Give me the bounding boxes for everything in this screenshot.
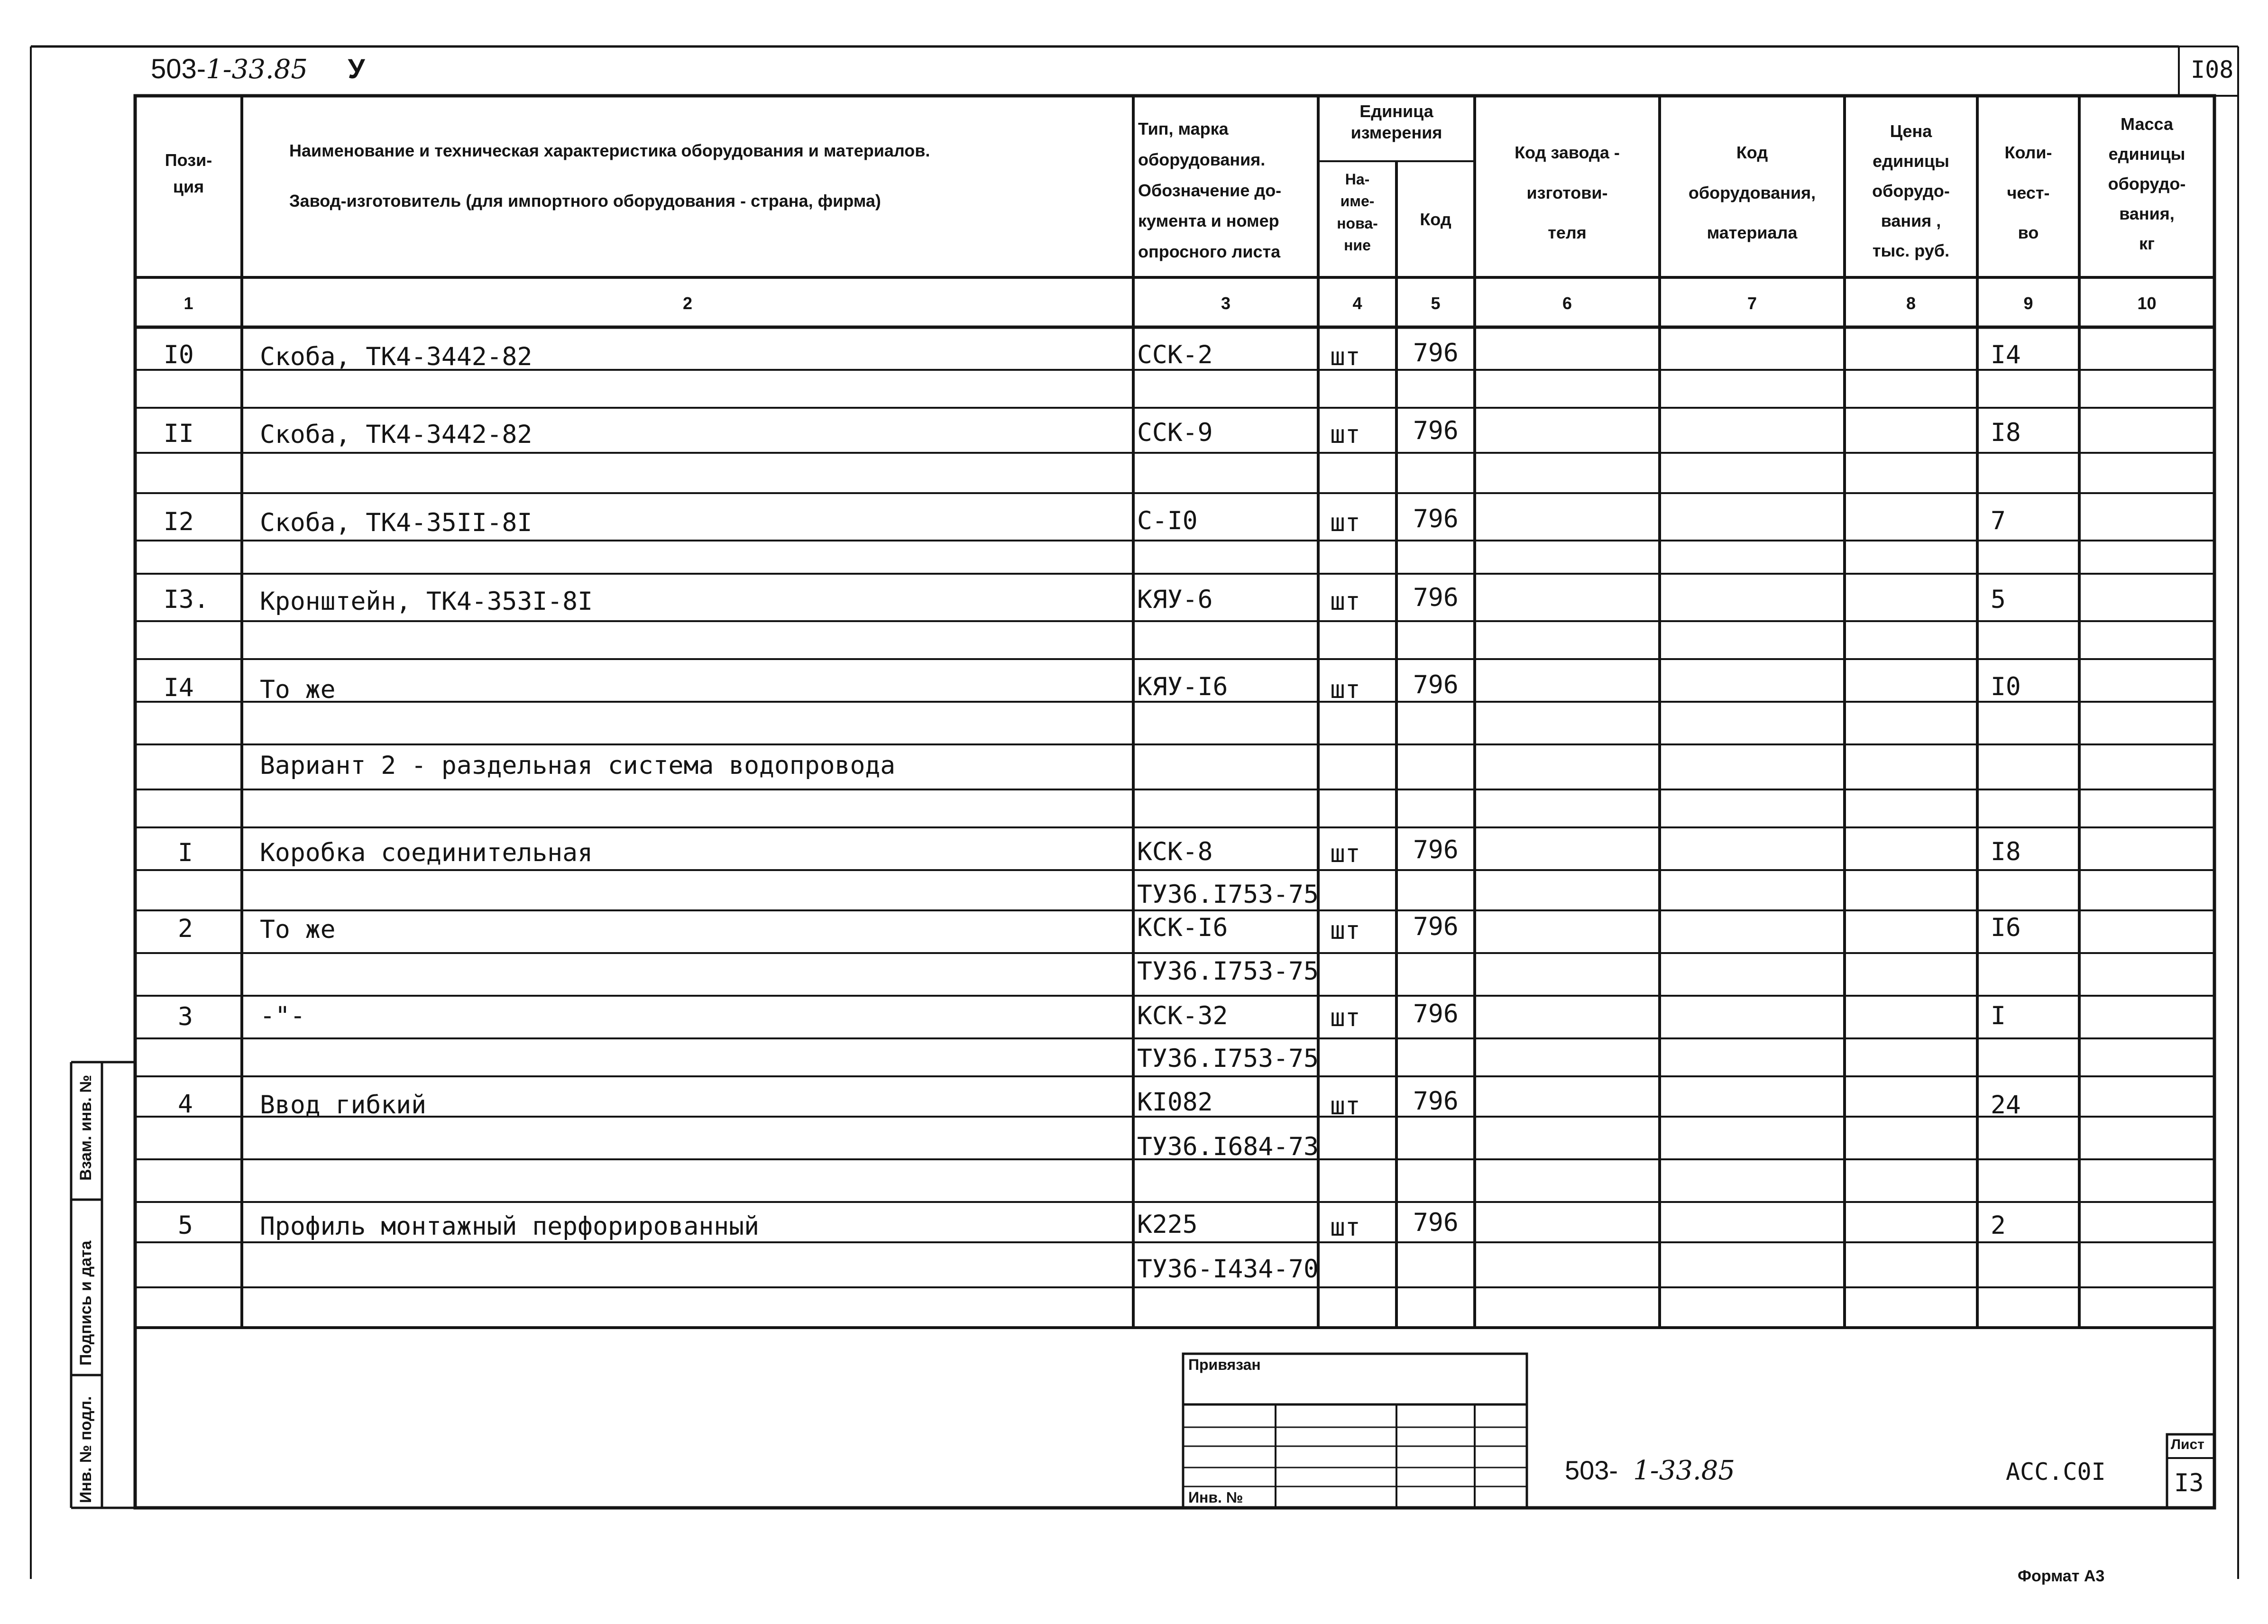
header-quantity: Коли- чест- во <box>2004 143 2052 243</box>
row-quantity: I8 <box>1991 418 2021 447</box>
side-label-podpis: Подпись и дата <box>77 1240 95 1366</box>
header-equipment-code: Код оборудования, материала <box>1688 143 1816 243</box>
row-name: Ввод гибкий <box>260 1091 426 1119</box>
row-code: 796 <box>1413 670 1459 699</box>
section-heading: Вариант 2 - раздельная система водопровода <box>260 751 896 780</box>
row-unit: шт <box>1330 1003 1360 1032</box>
row-quantity: 5 <box>1991 585 2006 614</box>
column-number-6: 6 <box>1562 294 1572 313</box>
row-code: 796 <box>1413 1208 1459 1237</box>
header-unit-price: Цена единицы оборудо- вания , тыс. руб. <box>1872 121 1950 260</box>
row-code: 796 <box>1413 1000 1459 1028</box>
column-number-8: 8 <box>1906 294 1916 313</box>
row-code: 796 <box>1413 339 1459 367</box>
side-label-inv-podl: Инв. № подл. <box>77 1396 95 1503</box>
row-position: 4 <box>178 1090 193 1119</box>
header-unit: Единица измерения <box>1350 101 1442 142</box>
row-code: 796 <box>1413 835 1459 864</box>
row-code: 796 <box>1413 912 1459 941</box>
row-position: 2 <box>178 914 193 943</box>
stamp-sheet-number: I3 <box>2174 1469 2204 1497</box>
header-name-line2: Завод-изготовитель (для импортного оборудования - страна, фирма) <box>289 191 881 211</box>
header-factory-code: Код завода - изготови- теля <box>1515 143 1620 243</box>
stamp-inv-label: Инв. № <box>1188 1489 1243 1506</box>
row-quantity: I6 <box>1991 913 2021 942</box>
row-quantity: 24 <box>1991 1091 2021 1119</box>
stamp-sheet-label: Лист <box>2171 1437 2204 1452</box>
row-name: Кронштейн, ТК4-353I-8I <box>260 587 593 616</box>
row-name: То же <box>260 915 336 944</box>
row-quantity: I4 <box>1991 340 2021 369</box>
header-name <box>247 138 1129 214</box>
corner-page-number: I08 <box>2191 56 2234 83</box>
row-unit: шт <box>1330 420 1360 449</box>
row-code: 796 <box>1413 505 1459 533</box>
row-type: КЯУ-I6 <box>1137 672 1228 701</box>
header-unit-code: Код <box>1420 210 1451 229</box>
column-number-4: 4 <box>1352 294 1362 313</box>
row-name: Профиль монтажный перфорированный <box>260 1212 759 1241</box>
doc-code-prefix: 503- <box>151 54 206 84</box>
header-position: Пози- ция <box>165 150 212 196</box>
header-type: Тип, марка оборудования. Обозначение до- кумента и номер опросного листа <box>1138 119 1282 262</box>
row-type: КI082 <box>1137 1088 1213 1117</box>
stamp-doc-code <box>1565 1455 1735 1486</box>
column-number-10: 10 <box>2137 294 2157 313</box>
row-name: То же <box>260 675 336 704</box>
row-position: I3. <box>164 585 209 614</box>
row-type-spec: ТУ36.I684-73 <box>1137 1132 1319 1161</box>
doc-code-handwritten: 1-33.85 <box>206 54 308 85</box>
row-unit: шт <box>1330 508 1360 537</box>
row-unit: шт <box>1330 916 1360 945</box>
row-name: Коробка соединительная <box>260 838 593 867</box>
row-position: I4 <box>164 673 194 702</box>
column-number-7: 7 <box>1747 294 1757 313</box>
row-unit: шт <box>1330 1213 1360 1242</box>
row-code: 796 <box>1413 583 1459 612</box>
row-unit: шт <box>1330 675 1360 704</box>
stamp-series: АСС.С0I <box>2006 1458 2106 1486</box>
column-number-1: 1 <box>184 294 193 313</box>
row-type: КСК-8 <box>1137 837 1213 866</box>
row-quantity: I8 <box>1991 837 2021 866</box>
column-number-3: 3 <box>1221 294 1231 313</box>
row-position: I2 <box>164 507 194 536</box>
header-unit-name: На- име- нова- ние <box>1337 171 1378 254</box>
row-type-spec: ТУ36.I753-75 <box>1137 1044 1319 1073</box>
row-position: 5 <box>178 1211 193 1240</box>
row-type-spec: ТУ36.I753-75 <box>1137 880 1319 909</box>
row-type: КСК-I6 <box>1137 913 1228 942</box>
stamp-doc-code-handwritten: 1-33.85 <box>1633 1455 1735 1486</box>
column-number-5: 5 <box>1431 294 1441 313</box>
row-type: С-I0 <box>1137 506 1198 535</box>
row-unit: шт <box>1330 839 1360 868</box>
row-unit: шт <box>1330 1092 1360 1120</box>
row-unit: шт <box>1330 342 1360 371</box>
row-name: Скоба, ТК4-3442-82 <box>260 342 533 371</box>
row-type: ССК-2 <box>1137 340 1213 369</box>
stamp-doc-code-prefix: 503- <box>1565 1455 1618 1485</box>
row-name: -"- <box>260 1001 305 1030</box>
header-mass: Масса единицы оборудо- вания, кг <box>2108 114 2186 253</box>
row-position: II <box>164 419 194 448</box>
row-name: Скоба, ТК4-35II-8I <box>260 508 533 537</box>
row-quantity: I <box>1991 1001 2006 1030</box>
side-label-vzam: Взам. инв. № <box>77 1074 95 1181</box>
row-name: Скоба, ТК4-3442-82 <box>260 420 533 449</box>
doc-code-suffix: У <box>348 54 365 84</box>
row-quantity: 2 <box>1991 1211 2006 1240</box>
stamp-bound-label: Привязан <box>1188 1356 1261 1373</box>
row-position: 3 <box>178 1002 193 1031</box>
column-number-9: 9 <box>2023 294 2033 313</box>
row-type: ССК-9 <box>1137 418 1213 447</box>
row-unit: шт <box>1330 587 1360 616</box>
header-name-line1: Наименование и техническая характеристика оборудования и материалов. <box>289 141 930 160</box>
row-type: КСК-32 <box>1137 1001 1228 1030</box>
row-type: КЯУ-6 <box>1137 585 1213 614</box>
row-type-spec: ТУ36-I434-70 <box>1137 1255 1319 1284</box>
format-label: Формат А3 <box>2018 1567 2105 1585</box>
column-number-2: 2 <box>682 294 693 313</box>
row-position: I0 <box>164 340 194 369</box>
document-code-top <box>151 53 365 85</box>
row-quantity: I0 <box>1991 672 2021 701</box>
row-type-spec: ТУ36.I753-75 <box>1137 957 1319 986</box>
row-type: К225 <box>1137 1210 1198 1239</box>
row-code: 796 <box>1413 416 1459 445</box>
row-code: 796 <box>1413 1087 1459 1116</box>
row-quantity: 7 <box>1991 506 2006 535</box>
row-position: I <box>178 838 193 867</box>
